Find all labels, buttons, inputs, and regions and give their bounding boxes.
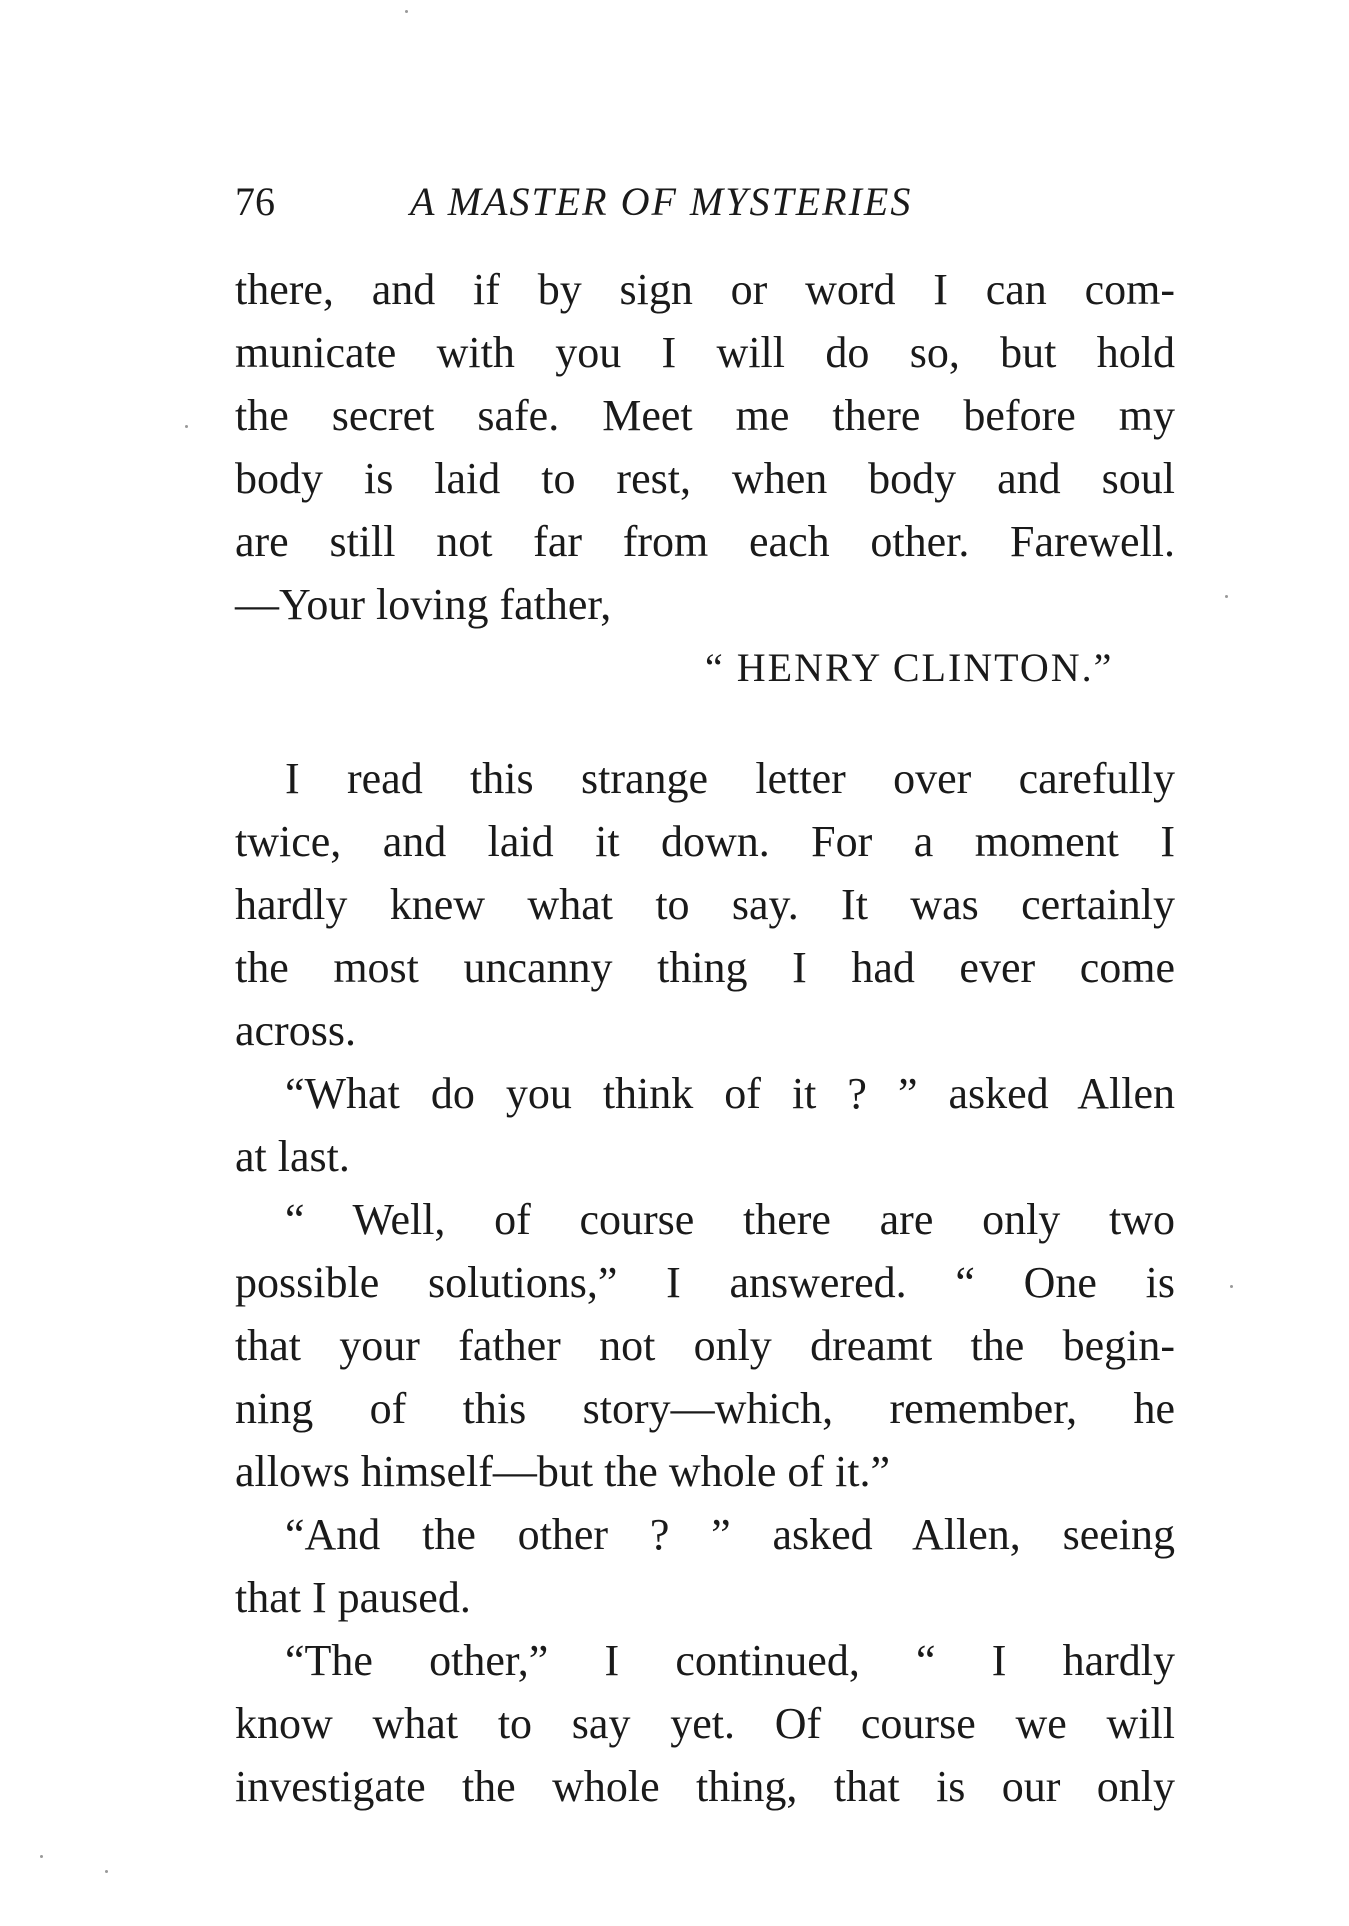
scan-speck: [105, 1870, 108, 1873]
text-line: hardly knew what to say. It was certainly: [235, 880, 1175, 929]
scan-speck: [1225, 595, 1228, 598]
text-line: possible solutions,” I answered. “ One is: [235, 1258, 1175, 1307]
text-line: across.: [235, 1006, 356, 1055]
text-line: there, and if by sign or word I can com-: [235, 265, 1175, 314]
text-line: are still not far from each other. Farewell.: [235, 517, 1175, 566]
text-line: —Your loving father,: [235, 580, 612, 629]
scan-speck: [40, 1855, 43, 1858]
text-line: at last.: [235, 1132, 350, 1181]
text-line: that I paused.: [235, 1573, 471, 1622]
text-line: body is laid to rest, when body and soul: [235, 454, 1175, 503]
text-line: know what to say yet. Of course we will: [235, 1699, 1175, 1748]
text-line: “The other,” I continued, “ I hardly: [285, 1636, 1175, 1685]
letter-signature: “ HENRY CLINTON.”: [705, 645, 1114, 690]
text-line: allows himself—but the whole of it.”: [235, 1447, 890, 1496]
text-line: investigate the whole thing, that is our only: [235, 1762, 1175, 1811]
text-line: “What do you think of it ? ” asked Allen: [285, 1069, 1175, 1118]
running-head: [235, 172, 1175, 232]
text-line: ning of this story—which, remember, he: [235, 1384, 1175, 1433]
text-line: the most uncanny thing I had ever come: [235, 943, 1175, 992]
body-text: [235, 258, 1175, 1818]
scan-speck: [405, 10, 408, 13]
running-title: A MASTER OF MYSTERIES: [410, 179, 913, 224]
page-number: 76: [235, 179, 275, 224]
text-line: that your father not only dreamt the begin-: [235, 1321, 1175, 1370]
scan-speck: [185, 425, 188, 428]
text-line: “And the other ? ” asked Allen, seeing: [285, 1510, 1175, 1559]
text-line: “ Well, of course there are only two: [285, 1195, 1175, 1244]
text-line: municate with you I will do so, but hold: [235, 328, 1175, 377]
section-gap: [235, 699, 1175, 747]
scan-speck: [1230, 1285, 1233, 1288]
text-line: I read this strange letter over carefully: [285, 754, 1175, 803]
text-line: the secret safe. Meet me there before my: [235, 391, 1175, 440]
text-line: twice, and laid it down. For a moment I: [235, 817, 1175, 866]
